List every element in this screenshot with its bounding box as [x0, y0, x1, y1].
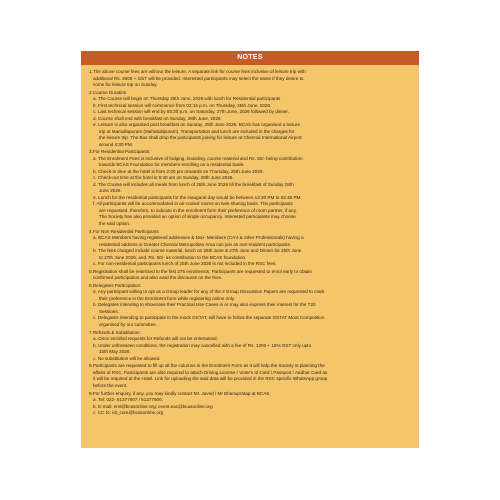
notes-card	[81, 51, 419, 448]
note-number: 8.	[89, 363, 93, 369]
note-sub-item-text: towards BCAS Foundation for members enrolling on a residential basis.	[99, 162, 245, 168]
note-number: 4.	[89, 228, 93, 234]
note-sub-item-text: residential address in Greater Chennai Metropolitan Area can join as non-resident participants.	[99, 241, 292, 247]
note-sub-item-text: c. Last technical session will end by 05:30 p.m. on Saturday, 27th June, 2026 followed by dinner.	[93, 109, 290, 115]
note-sub-item-text: 15th May 2026.	[99, 349, 131, 355]
note-sub-item-text: c. No substitution will be allowed.	[93, 355, 161, 361]
note-section	[89, 283, 412, 329]
note-sub-item	[89, 343, 412, 356]
note-sub-item	[89, 289, 412, 302]
note-heading-text: Refunds & Substitution:	[92, 329, 141, 335]
note-sub-item	[89, 122, 412, 148]
note-sub-item-text: a. The Enrolment Fees is inclusive of lodging, boarding, course material and Rs. 50/- being contribution	[93, 155, 303, 161]
note-text: confirmed participation and also avail the discounts on the fees.	[93, 275, 223, 281]
note-sub-item-text: b. E-mail: emi@bcasonline.org; event.eac@bcasonline.org	[93, 403, 213, 409]
note-section	[89, 229, 412, 268]
note-text: before the event.	[93, 382, 128, 388]
note-sub-item-text: a. The Course will begin on Thursday 25th June, 2026 with lunch for Residential participants	[93, 96, 281, 102]
note-sub-item	[89, 156, 412, 169]
note-sub-item	[89, 410, 412, 417]
note-sub-item-text: the said option.	[99, 220, 131, 226]
note-number: 7.	[89, 329, 93, 335]
note-sub-item-text: June 2026.	[99, 188, 122, 194]
note-sub-item	[89, 302, 412, 315]
note-sub-item-text: b. Delegates intending to showcase their Practical Use Cases in AI may also express their interest for the T20	[93, 302, 316, 308]
notes-header: NOTES	[81, 51, 419, 65]
note-number: 5.	[89, 268, 93, 274]
note-heading-text: Registration shall be restricted to the first 275 enrolments. Participants are requested to enrol early to obtain	[92, 268, 312, 274]
note-sub-item-text: b. Under unforeseen conditions, the registration may cancelled with a fee of Rs. 1200 + 18% GST only upto	[93, 342, 312, 348]
note-sub-item	[89, 248, 412, 261]
note-sub-item-text: around 4:30 PM.	[99, 141, 133, 147]
note-sub-item	[89, 315, 412, 328]
note-sub-item-text: b. Check-in time at the hotel is from 2:00 pm onwards on Thursday, 25th June 2026.	[93, 168, 264, 174]
note-section	[89, 330, 412, 363]
note-number: 2.	[89, 89, 93, 95]
note-sub-item	[89, 356, 412, 363]
note-sub-item-text: c. CC to: idt_core@bcasonline.org	[93, 410, 164, 415]
note-text: come for leisure trip on Sunday.	[93, 82, 158, 87]
note-heading-text: The above course fees are without the leisure. A separate link for course fees inclusive of leisure trip with	[92, 69, 306, 74]
note-section	[89, 363, 412, 389]
note-sub-item-text: a. BCAS Members having registered addresses & Non- Members (CA's & other Professionals) having a	[93, 235, 304, 241]
note-sub-item-text: d. The Course will includes all meals from lunch of 25th June 2026 till the breakfast of Sunday 28th	[93, 181, 294, 187]
note-sub-item-text: c. For non-residential participants lunch of 25th June 2026 is not included in the RSC fees.	[93, 261, 277, 267]
note-sub-item-text: d. Course shall end with breakfast on Sunday, 28th June, 2026	[93, 115, 221, 121]
note-sub-item-text: f. All participants will be accommodated in air-cooled rooms on twin sharing basis. The participants	[93, 201, 293, 207]
note-sub-item-text: to 27th June 2026, and, Rs. 50/- as contribution to the BCAS foundation.	[99, 254, 247, 260]
note-heading-text: For Non Residential Participants	[92, 228, 159, 234]
note-sub-item	[89, 201, 412, 227]
note-heading-text: For further enquiry, if any, you may kindly contact Mr. Javed / Mr Bhanupratap at BCAS.	[92, 390, 271, 396]
note-section	[89, 69, 412, 89]
note-section	[89, 391, 412, 417]
note-section	[89, 149, 412, 227]
note-sub-item	[89, 235, 412, 248]
note-number: 3.	[89, 149, 93, 155]
note-section	[89, 90, 412, 149]
note-sub-item-text: a. Tel: 022- 61377607 / 61377606.	[93, 397, 163, 402]
note-sub-item-text: c. Delegates intending to participate in the mock GSTAT, will have to follow the separate GSTAT Moot Competition	[93, 315, 325, 321]
note-sub-item-text: c. Check-out time at the hotel is 9:30 am on Sunday, 28th June 2026.	[93, 175, 234, 181]
note-heading-text: Course Duration	[92, 89, 127, 95]
note-sub-item-text: a. Any participant willing to opt as a Group leader for any of the 2 Group Discussion Papers are requested to mark	[93, 289, 325, 295]
note-sub-item-text: trip at Mamallapuram (Mahabalipuram). Transportation and lunch are included in the charges for	[99, 128, 295, 134]
notes-content	[81, 65, 419, 417]
note-sub-item-text: the leisure trip. The Bus shall drop the participants joining for leisure at Chennai International Airport	[99, 135, 302, 141]
note-sub-item	[89, 261, 412, 268]
note-number: 9.	[89, 390, 93, 396]
note-sub-item-text: a. Once enrolled requests for Refunds will not be entertained.	[93, 336, 218, 342]
note-sub-item-text: e. Leisure is also organised post breakfast on Sunday, 28th June 2026. BCAS has organised a leisure	[93, 122, 301, 128]
note-sub-item-text: organised by our committee.	[99, 321, 157, 327]
note-sub-item-text: Sessions.	[99, 308, 119, 314]
note-heading-text: Participants are requested to fill up all the columns in the Enrolment Form as it will help the Society in planning the	[92, 363, 325, 369]
note-sub-item-text: b. First technical session will commence from 02:15 p.m. on Thursday, 25th June, 2026.	[93, 102, 272, 108]
note-number: 1.	[89, 69, 93, 74]
note-heading-text: Delegates Participation:	[92, 282, 142, 288]
note-section	[89, 269, 412, 282]
note-number: 6.	[89, 282, 93, 288]
note-heading-text: For Residential Participants:	[92, 149, 151, 155]
note-text: it will be required at the Hotel. Link for uploading the said data will be provided in the RSC specific WhatsApp group	[93, 376, 328, 382]
note-sub-item-text: The Society has also provided an option of single occupancy. Interested participants may choose	[99, 214, 296, 220]
note-text: additional Rs. 2000 + GST will be provided. Interested participants may select the same if they desire to	[93, 75, 304, 81]
note-sub-item-text: are requested, therefore, to indicate in the enrolment form their preference of room partner, if any.	[99, 207, 297, 213]
note-text: affairs of RSC. Participants are also required to attach Driving License / Voter's Id Card / Passport / Aadhar Card as	[93, 369, 328, 375]
note-sub-item-text: e. Lunch for the residential participants for the inaugural day would be between 12:30 PM to 02:45 PM.	[93, 194, 302, 200]
note-sub-item-text: b. The fees charged include course material, lunch on 25th June & 27th June and Dinner for 25th June	[93, 248, 302, 254]
note-sub-item-text: their preference in the Enrolment form while registering online only.	[99, 295, 236, 301]
note-sub-item	[89, 182, 412, 195]
